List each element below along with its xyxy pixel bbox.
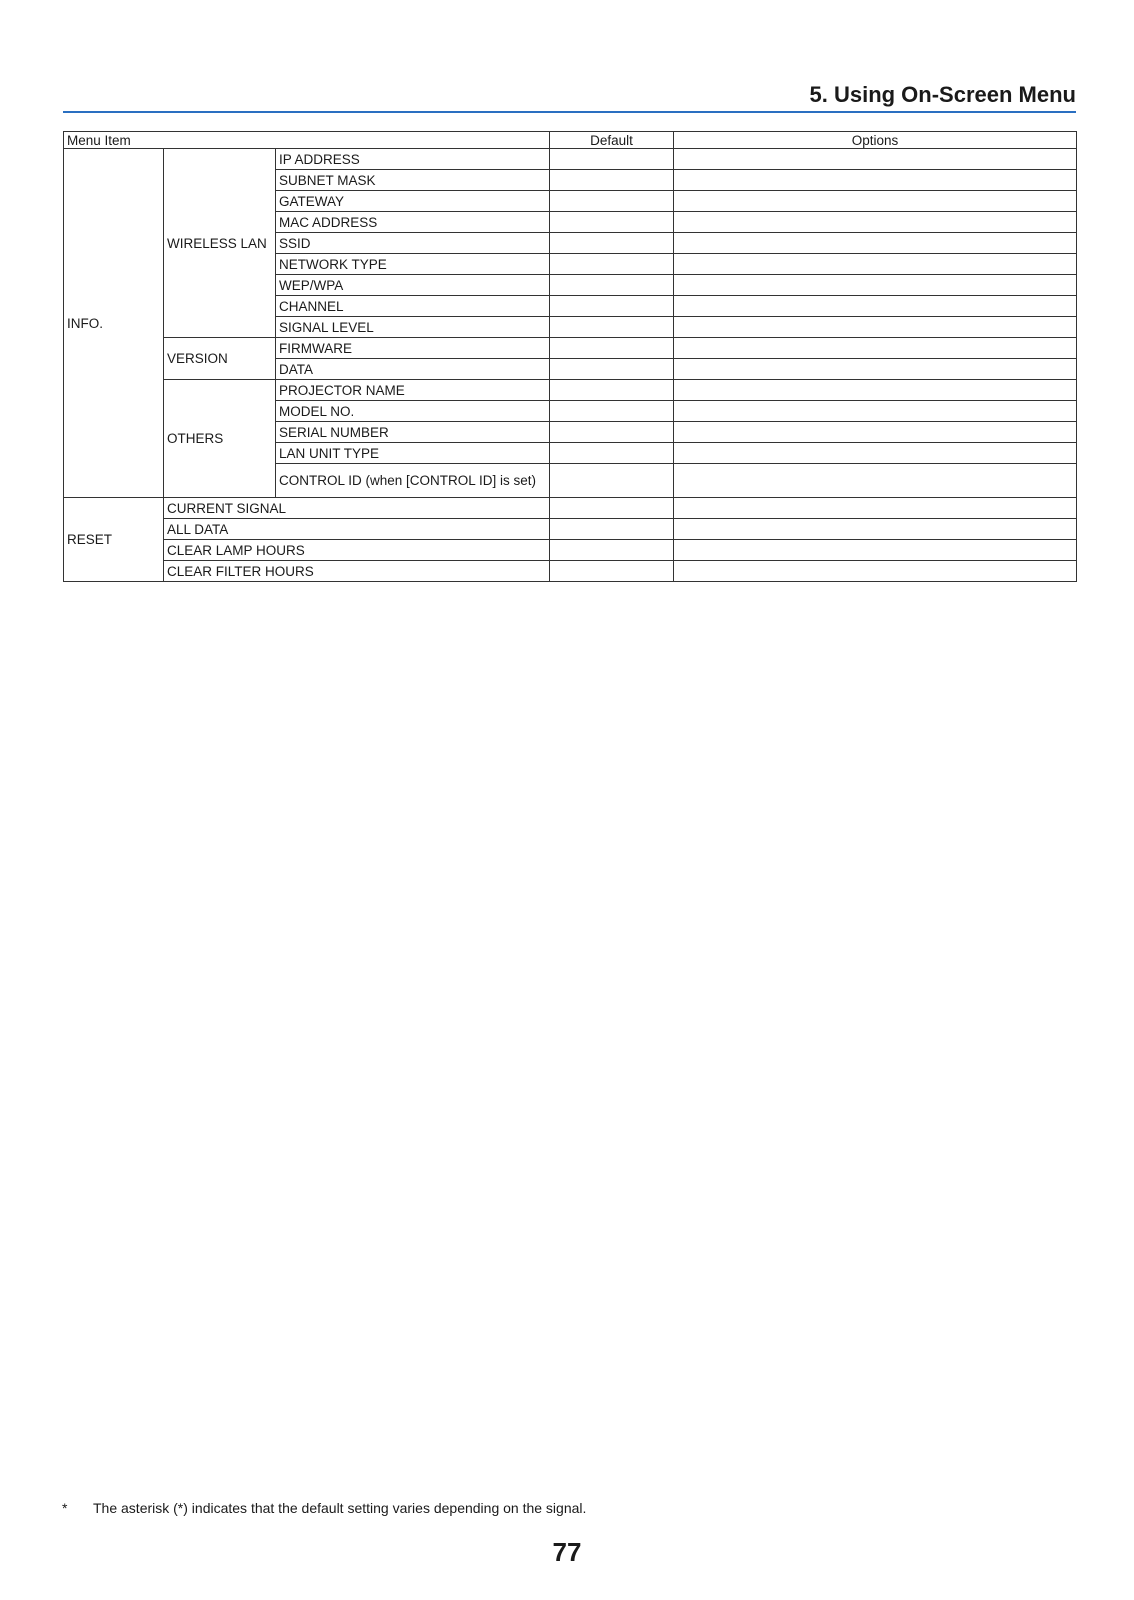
options-cell — [674, 149, 1077, 170]
default-cell — [550, 519, 674, 540]
header-rule — [63, 111, 1076, 113]
options-cell — [674, 464, 1077, 498]
options-cell — [674, 359, 1077, 380]
table-row — [64, 338, 1077, 359]
default-cell — [550, 149, 674, 170]
default-cell — [550, 498, 674, 519]
menu-table — [63, 131, 1077, 582]
options-cell — [674, 561, 1077, 582]
menu-item: LAN UNIT TYPE — [276, 443, 550, 464]
page-title: 5. Using On-Screen Menu — [809, 82, 1076, 107]
table-row — [64, 561, 1077, 582]
options-cell — [674, 540, 1077, 561]
table-header-row — [64, 132, 1077, 149]
menu-group-info: INFO. — [64, 149, 164, 498]
default-cell — [550, 233, 674, 254]
options-cell — [674, 317, 1077, 338]
menu-item: CLEAR LAMP HOURS — [164, 540, 550, 561]
options-cell — [674, 233, 1077, 254]
footnote — [62, 1500, 586, 1516]
default-cell — [550, 338, 674, 359]
options-cell — [674, 191, 1077, 212]
page-number: 77 — [552, 1537, 582, 1567]
header-options: Options — [674, 132, 1077, 149]
menu-item: CLEAR FILTER HOURS — [164, 561, 550, 582]
table-row — [64, 380, 1077, 401]
options-cell — [674, 519, 1077, 540]
footnote-mark: * — [62, 1500, 68, 1516]
default-cell — [550, 380, 674, 401]
menu-group-reset: RESET — [64, 498, 164, 582]
menu-item: MAC ADDRESS — [276, 212, 550, 233]
submenu-version: VERSION — [164, 338, 276, 380]
menu-item: SIGNAL LEVEL — [276, 317, 550, 338]
header-menu-item: Menu Item — [64, 132, 550, 149]
options-cell — [674, 275, 1077, 296]
options-cell — [674, 401, 1077, 422]
submenu-wireless-lan: WIRELESS LAN — [164, 149, 276, 338]
menu-item: SERIAL NUMBER — [276, 422, 550, 443]
menu-item: NETWORK TYPE — [276, 254, 550, 275]
options-cell — [674, 296, 1077, 317]
default-cell — [550, 443, 674, 464]
submenu-others: OTHERS — [164, 380, 276, 498]
menu-item: WEP/WPA — [276, 275, 550, 296]
footnote-text: The asterisk (*) indicates that the default setting varies depending on the signal. — [93, 1500, 587, 1516]
default-cell — [550, 170, 674, 191]
menu-item: FIRMWARE — [276, 338, 550, 359]
menu-item: SSID — [276, 233, 550, 254]
default-cell — [550, 254, 674, 275]
table-row — [64, 498, 1077, 519]
default-cell — [550, 275, 674, 296]
table-row — [64, 540, 1077, 561]
default-cell — [550, 317, 674, 338]
default-cell — [550, 422, 674, 443]
menu-item: SUBNET MASK — [276, 170, 550, 191]
menu-item: CHANNEL — [276, 296, 550, 317]
default-cell — [550, 191, 674, 212]
menu-item: PROJECTOR NAME — [276, 380, 550, 401]
table-row — [64, 519, 1077, 540]
default-cell — [550, 296, 674, 317]
options-cell — [674, 498, 1077, 519]
menu-item: IP ADDRESS — [276, 149, 550, 170]
menu-item: CURRENT SIGNAL — [164, 498, 550, 519]
menu-item: ALL DATA — [164, 519, 550, 540]
options-cell — [674, 338, 1077, 359]
default-cell — [550, 540, 674, 561]
options-cell — [674, 422, 1077, 443]
default-cell — [550, 212, 674, 233]
default-cell — [550, 401, 674, 422]
options-cell — [674, 443, 1077, 464]
options-cell — [674, 212, 1077, 233]
header-default: Default — [550, 132, 674, 149]
menu-item: GATEWAY — [276, 191, 550, 212]
menu-item: CONTROL ID (when [CONTROL ID] is set) — [276, 464, 550, 498]
options-cell — [674, 380, 1077, 401]
default-cell — [550, 561, 674, 582]
menu-item: MODEL NO. — [276, 401, 550, 422]
default-cell — [550, 359, 674, 380]
default-cell — [550, 464, 674, 498]
table-row — [64, 149, 1077, 170]
options-cell — [674, 170, 1077, 191]
menu-item: DATA — [276, 359, 550, 380]
options-cell — [674, 254, 1077, 275]
